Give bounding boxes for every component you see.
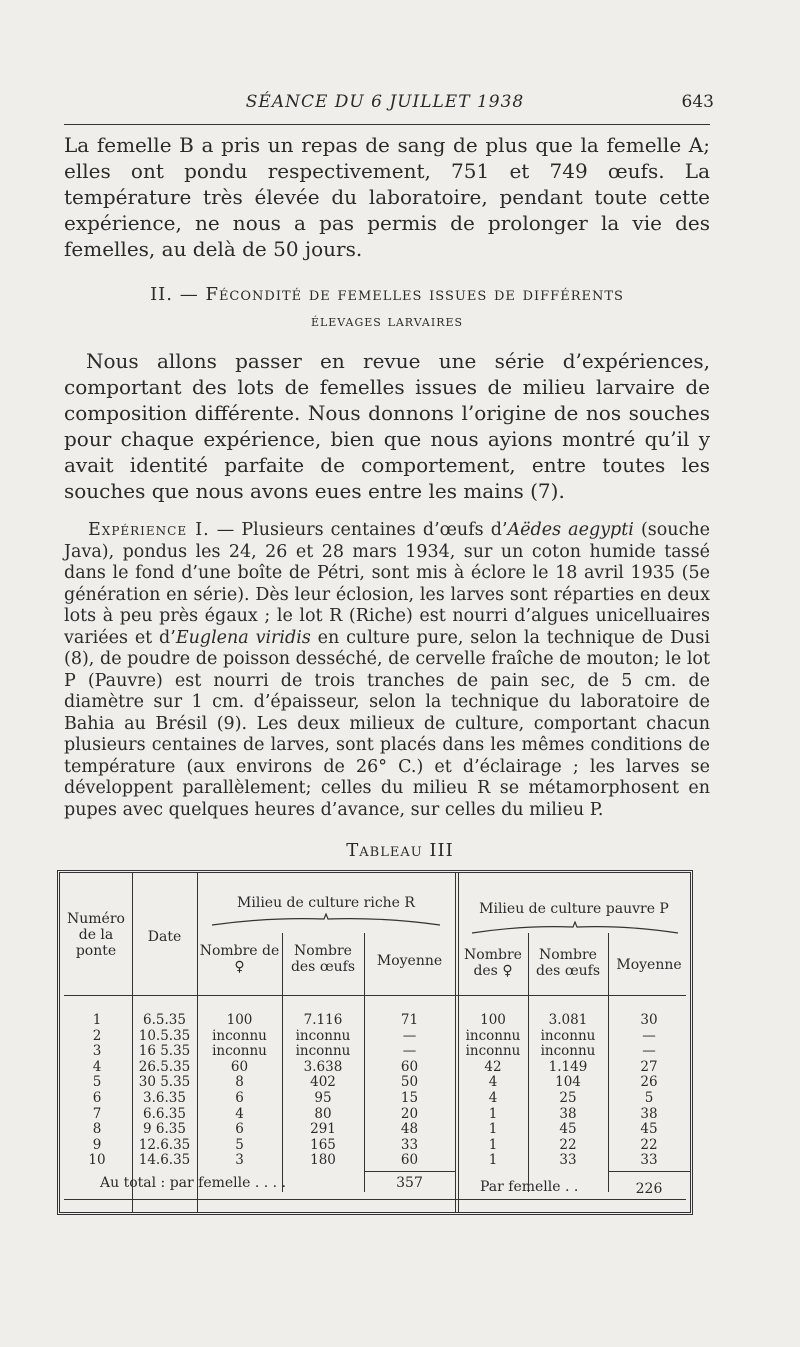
section-title-line-2: élevages larvaires bbox=[310, 312, 464, 330]
cell-nombre-femelles-r: 60 bbox=[230, 1058, 249, 1075]
paragraph-3 bbox=[64, 520, 710, 821]
cell-nombre-oeufs-r: 7.116 bbox=[303, 1012, 343, 1028]
header-moyenne-r: Moyenne bbox=[376, 953, 443, 969]
table-row bbox=[60, 1138, 690, 1153]
cell-nombre-oeufs-p: inconnu bbox=[540, 1027, 596, 1044]
cell-nombre-femelles-p: 1 bbox=[488, 1152, 498, 1169]
cell-nombre-femelles-p: 4 bbox=[488, 1074, 498, 1091]
table-title: Tableau III bbox=[346, 840, 454, 861]
cell-moyenne-r: 50 bbox=[400, 1074, 419, 1091]
header-ponte: Numéro de la ponte bbox=[67, 911, 125, 959]
cell-nombre-femelles-r: inconnu bbox=[212, 1027, 267, 1044]
total-value-riche: 357 bbox=[396, 1175, 423, 1191]
cell-moyenne-p: 30 bbox=[640, 1012, 658, 1028]
header-nombre-oeufs-r: Nombre des œufs bbox=[290, 943, 356, 975]
header-moyenne-p: Moyenne bbox=[616, 957, 682, 973]
section-title-line-1: II. — Fécondité de femelles issues de différents bbox=[150, 284, 624, 305]
cell-nombre-oeufs-r: 3.638 bbox=[303, 1058, 343, 1075]
cell-nombre-femelles-r: 6 bbox=[235, 1090, 244, 1106]
species-name-2: Euglena viridis bbox=[175, 627, 311, 648]
cell-nombre-femelles-r: 8 bbox=[235, 1074, 244, 1091]
cell-moyenne-r: 48 bbox=[400, 1121, 419, 1138]
cell-nombre-oeufs-r: inconnu bbox=[295, 1027, 351, 1044]
cell-nombre-femelles-p: 100 bbox=[480, 1012, 506, 1028]
cell-moyenne-r: 20 bbox=[400, 1105, 419, 1122]
cell-nombre-oeufs-p: 45 bbox=[559, 1121, 577, 1138]
table-row bbox=[60, 1060, 690, 1075]
cell-nombre-oeufs-p: 33 bbox=[559, 1152, 577, 1169]
cell-date: 26.5.35 bbox=[138, 1058, 191, 1075]
data-table bbox=[57, 870, 693, 1215]
table-row bbox=[60, 1029, 690, 1044]
cell-moyenne-r: 71 bbox=[400, 1012, 419, 1028]
cell-nombre-oeufs-r: 80 bbox=[314, 1105, 332, 1122]
header-group-pauvre: Milieu de culture pauvre P bbox=[479, 901, 669, 917]
cell-nombre-femelles-p: 1 bbox=[488, 1136, 498, 1153]
cell-ponte: 1 bbox=[92, 1012, 102, 1028]
paragraph-3-part-1: — Plusieurs centaines d’œufs d’ bbox=[209, 520, 508, 540]
cell-nombre-femelles-p: inconnu bbox=[465, 1043, 521, 1060]
paragraph-2: Nous allons passer en revue une série d’expériences, comportant des lots de femelles issues de milieu larvaire de composition différente. Nous donnons l’origine de nos souches pour chaque expérience, bien que nous ayions montré qu’il y avait identité parfaite de comportement, entre toutes les souches que nous avons eues entre les mains (7). bbox=[64, 349, 710, 503]
cell-nombre-femelles-r: 3 bbox=[235, 1152, 244, 1169]
cell-ponte: 4 bbox=[92, 1058, 102, 1075]
cell-moyenne-r: 33 bbox=[400, 1136, 419, 1153]
header-nombre-femelles-r: Nombre de ♀ bbox=[199, 943, 280, 975]
species-name: Aëdes aegypti bbox=[507, 520, 634, 540]
cell-moyenne-p: 22 bbox=[640, 1136, 658, 1153]
cell-nombre-oeufs-p: 3.081 bbox=[548, 1012, 588, 1028]
experience-label: Expérience I. bbox=[88, 520, 210, 540]
cell-moyenne-r: 60 bbox=[400, 1058, 419, 1075]
cell-moyenne-p: 26 bbox=[640, 1074, 658, 1091]
cell-nombre-oeufs-p: 22 bbox=[559, 1136, 577, 1153]
cell-nombre-femelles-p: 4 bbox=[488, 1090, 498, 1106]
header-rule bbox=[64, 124, 710, 125]
cell-date: 6.6.35 bbox=[143, 1105, 186, 1122]
cell-ponte: 7 bbox=[92, 1105, 102, 1122]
cell-moyenne-p: 33 bbox=[640, 1152, 658, 1169]
cell-moyenne-p: — bbox=[642, 1043, 656, 1060]
cell-ponte: 8 bbox=[92, 1121, 102, 1138]
cell-nombre-oeufs-p: inconnu bbox=[540, 1043, 596, 1060]
cell-date: 14.6.35 bbox=[138, 1152, 191, 1169]
cell-nombre-oeufs-r: 291 bbox=[310, 1121, 336, 1138]
header-date: Date bbox=[147, 929, 182, 945]
cell-ponte: 5 bbox=[92, 1074, 102, 1091]
cell-nombre-oeufs-p: 38 bbox=[559, 1105, 577, 1122]
running-head-title: SÉANCE DU 6 JUILLET 1938 bbox=[245, 92, 525, 112]
table-row bbox=[60, 1044, 690, 1059]
cell-date: 30 5.35 bbox=[138, 1074, 191, 1091]
table-row bbox=[60, 1075, 690, 1090]
cell-date: 12.6.35 bbox=[138, 1136, 191, 1153]
cell-moyenne-r: — bbox=[402, 1027, 417, 1044]
header-group-riche: Milieu de culture riche R bbox=[237, 895, 415, 911]
cell-moyenne-r: 15 bbox=[400, 1090, 419, 1106]
brace-pauvre bbox=[470, 921, 680, 935]
cell-date: 9 6.35 bbox=[143, 1121, 186, 1138]
cell-ponte: 6 bbox=[92, 1090, 102, 1106]
header-nombre-oeufs-p: Nombre des œufs bbox=[535, 947, 601, 979]
cell-nombre-oeufs-p: 104 bbox=[555, 1074, 581, 1091]
cell-nombre-femelles-r: 6 bbox=[235, 1121, 244, 1138]
cell-nombre-femelles-r: inconnu bbox=[212, 1043, 267, 1060]
cell-ponte: 3 bbox=[92, 1043, 102, 1060]
total-label-pauvre: Par femelle . . bbox=[480, 1179, 579, 1195]
total-rule-r bbox=[364, 1171, 455, 1172]
cell-date: 6.5.35 bbox=[143, 1012, 186, 1028]
cell-nombre-oeufs-p: 1.149 bbox=[548, 1058, 588, 1075]
total-rule-p bbox=[608, 1171, 690, 1172]
table-row bbox=[60, 1013, 690, 1028]
brace-riche bbox=[210, 913, 442, 927]
cell-moyenne-p: 27 bbox=[640, 1058, 658, 1075]
cell-moyenne-p: 38 bbox=[640, 1105, 658, 1122]
cell-nombre-femelles-r: 5 bbox=[235, 1136, 244, 1153]
cell-date: 10.5.35 bbox=[138, 1027, 191, 1044]
cell-nombre-oeufs-r: inconnu bbox=[295, 1043, 351, 1060]
table-row bbox=[60, 1107, 690, 1122]
running-head bbox=[60, 92, 714, 118]
cell-moyenne-r: — bbox=[402, 1043, 417, 1060]
cell-ponte: 2 bbox=[92, 1027, 102, 1044]
paragraph-3-part-3: en culture pure, selon la technique de Dusi (8), de poudre de poisson desséché, de cervelle fraîche de mouton; le lot P (Pauvre) est nourri de trois tranches de pain sec, de 5 cm. de diamètre sur 1 cm. d’épaisseur, selon la technique du laboratoire de Bahia au Brésil (9). Les deux milieux de culture, comportant chacun plusieurs centaines de larves, sont placés dans les mêmes conditions de température (aux environs de 26° C.) et d’éclairage ; les larves se développent parallèlement; celles du milieu R se métamorphosent en pupes avec quelques heures d’avance, sur celles du milieu P. bbox=[64, 627, 710, 820]
table-row bbox=[60, 1122, 690, 1137]
cell-ponte: 10 bbox=[88, 1152, 106, 1169]
cell-nombre-oeufs-r: 402 bbox=[310, 1074, 336, 1091]
cell-nombre-oeufs-p: 25 bbox=[559, 1090, 577, 1106]
cell-nombre-femelles-p: 1 bbox=[488, 1121, 498, 1138]
cell-nombre-femelles-p: 42 bbox=[484, 1058, 502, 1075]
cell-date: 3.6.35 bbox=[143, 1090, 186, 1106]
cell-nombre-femelles-p: 1 bbox=[488, 1105, 498, 1122]
cell-date: 16 5.35 bbox=[138, 1043, 191, 1060]
total-value-pauvre: 226 bbox=[635, 1181, 663, 1197]
page-number: 643 bbox=[681, 92, 714, 112]
cell-nombre-femelles-p: inconnu bbox=[465, 1027, 521, 1044]
bottom-rule bbox=[64, 1199, 686, 1200]
cell-ponte: 9 bbox=[92, 1136, 102, 1153]
paragraph-1: La femelle B a pris un repas de sang de plus que la femelle A; elles ont pondu respectivement, 751 et 749 œufs. La température très élevée du laboratoire, pendant toute cette expérience, ne nous a pas permis de prolonger la vie des femelles, au delà de 50 jours. bbox=[64, 133, 710, 261]
cell-nombre-oeufs-r: 165 bbox=[310, 1136, 336, 1153]
cell-moyenne-p: — bbox=[642, 1027, 656, 1044]
total-label-riche: Au total : par femelle . . . . bbox=[100, 1175, 287, 1191]
paragraph-3-part-2: (souche Java), pondus les 24, 26 et 28 mars 1934, sur un coton humide tassé dans le fond d’une boîte de Pétri, sont mis à éclore le 18 avril 1935 (5e génération en série). Dès leur éclosion, les larves sont réparties en deux lots à peu près égaux ; le lot R (Riche) est nourri d’algues unicelluaires variées et d’ bbox=[64, 520, 711, 648]
cell-moyenne-p: 45 bbox=[640, 1121, 658, 1138]
table-row bbox=[60, 1153, 690, 1168]
cell-nombre-femelles-r: 100 bbox=[226, 1012, 253, 1028]
header-rule bbox=[64, 995, 686, 996]
table-row bbox=[60, 1091, 690, 1106]
header-nombre-femelles-p: Nombre des ♀ bbox=[464, 947, 522, 979]
cell-moyenne-p: 5 bbox=[644, 1090, 654, 1106]
cell-nombre-oeufs-r: 180 bbox=[310, 1152, 336, 1169]
section-title bbox=[64, 282, 710, 334]
cell-nombre-oeufs-r: 95 bbox=[314, 1090, 332, 1106]
cell-nombre-femelles-r: 4 bbox=[235, 1105, 244, 1122]
cell-moyenne-r: 60 bbox=[400, 1152, 419, 1169]
